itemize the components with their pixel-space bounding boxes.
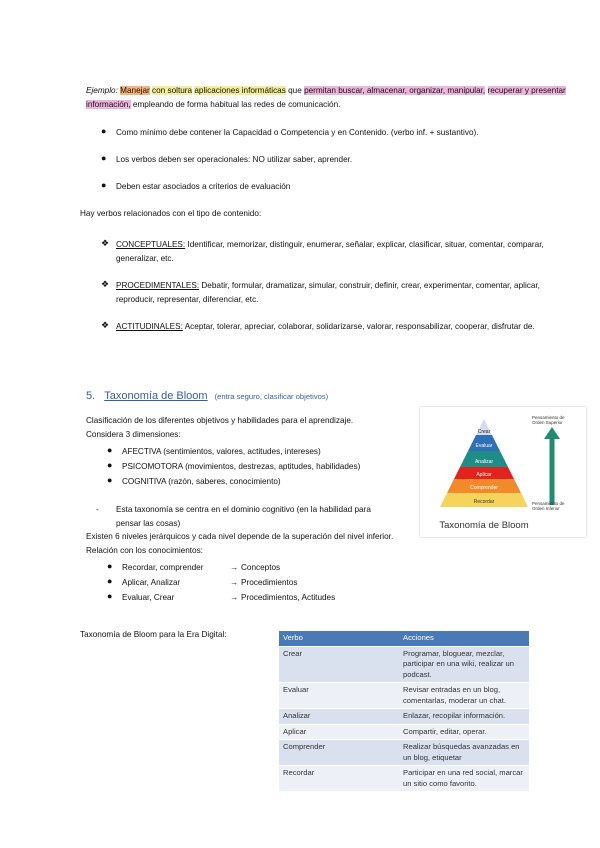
example-purpose-2: recuperar y presentar información, bbox=[86, 86, 566, 109]
verbs-intro: Hay verbos relacionados con el tipo de contenido: bbox=[80, 209, 262, 218]
example-paragraph bbox=[86, 84, 566, 112]
table-cell-actions: Compartir, editar, operar. bbox=[399, 724, 529, 740]
relation-verbs: Aplicar, Analizar bbox=[122, 578, 181, 587]
bloom-figure bbox=[420, 407, 586, 537]
lower-order-label: Pensamiento de bbox=[532, 501, 565, 506]
bullet-dot: ● bbox=[101, 180, 107, 190]
bullet-item: Como mínimo debe contener la Capacidad o Competencia y en Contenido. (verbo inf. + sustantivo). bbox=[116, 128, 479, 137]
table-cell-verb: Recordar bbox=[279, 766, 399, 792]
pyramid-label: Comprender bbox=[470, 485, 498, 491]
dimension-item: COGNITIVA (razón, saberes, conocimiento) bbox=[122, 477, 281, 486]
verb-type-title: PROCEDIMENTALES: bbox=[116, 281, 200, 290]
example-content: aplicaciones informáticas bbox=[194, 86, 286, 95]
table-cell-verb: Analizar bbox=[279, 709, 399, 725]
relation-target: Procedimientos bbox=[241, 578, 298, 587]
cognitive-note bbox=[116, 503, 396, 531]
table-cell-verb: Crear bbox=[279, 646, 399, 683]
dash-bullet: - bbox=[96, 505, 99, 514]
verb-type-line2: aplicar, reproducir, representar, diferenciar, etc. bbox=[116, 281, 540, 304]
bullet-item: Los verbos deben ser operacionales: NO utilizar saber, aprender. bbox=[116, 155, 353, 164]
example-context: empleando de forma habitual las redes de comunicación. bbox=[132, 100, 341, 109]
table-header-acciones: Acciones bbox=[399, 631, 529, 646]
relation-arrow: → bbox=[230, 578, 239, 587]
verb-type-attitudinal bbox=[116, 320, 570, 334]
relation-arrow: → bbox=[230, 593, 239, 602]
pyramid-label: Recordar bbox=[473, 499, 495, 505]
pyramid-label: Aplicar bbox=[476, 472, 492, 478]
higher-order-label: Pensamiento de bbox=[532, 415, 565, 420]
verb-type-line2: de. bbox=[523, 322, 535, 331]
pyramid-label: Analizar bbox=[474, 459, 494, 465]
diamond-bullet: ❖ bbox=[101, 279, 110, 289]
table-cell-actions: Realizar búsquedas avanzadas en un blog, etiquetar bbox=[399, 740, 529, 766]
relation-target: Conceptos bbox=[241, 563, 281, 572]
levels-note bbox=[86, 530, 396, 558]
verb-type-procedural bbox=[116, 279, 570, 307]
dimension-item: AFECTIVA (sentimientos, valores, actitudes, intereses) bbox=[122, 447, 321, 456]
levels-note-line2: inferior. Relación con los conocimientos: bbox=[86, 532, 394, 555]
table-cell-actions: Participar en una red social, marcar un sitio como favorito. bbox=[399, 766, 529, 792]
verb-type-title: CONCEPTUALES: bbox=[116, 240, 186, 249]
dimension-item: PSICOMOTORA (movimientos, destrezas, aptitudes, habilidades) bbox=[122, 462, 361, 471]
classification-line1: Clasificación de los diferentes objetivos y habilidades para el aprendizaje. bbox=[86, 416, 354, 425]
table-cell-actions: Revisar entradas en un blog, comentarlas, moderar un chat. bbox=[399, 683, 529, 709]
cognitive-note-line2: pensar las cosas) bbox=[116, 519, 181, 528]
bullet-dot: ● bbox=[107, 576, 113, 586]
bloom-pyramid-svg bbox=[420, 407, 586, 537]
section-number: 5. bbox=[86, 390, 96, 402]
bullet-dot: ● bbox=[107, 475, 113, 485]
verb-type-line1: Identificar, memorizar, distinguir, enumerar, señalar, explicar, clasificar, situar, comentar, bbox=[187, 240, 506, 249]
pyramid-label: Evaluar bbox=[475, 443, 493, 449]
table-cell-verb: Evaluar bbox=[279, 683, 399, 709]
relation-target: Procedimientos, Actitudes bbox=[241, 593, 336, 602]
table-row bbox=[279, 740, 529, 766]
cognitive-note-line1: Esta taxonomía se centra en el dominio cognitivo (en la habilidad para bbox=[116, 505, 371, 514]
relation-arrow: → bbox=[230, 563, 239, 572]
verb-type-line1: Aceptar, tolerar, apreciar, colaborar, solidarizarse, valorar, responsabilizar, cooperar, disfrutar bbox=[184, 322, 522, 331]
higher-order-label: Orden Superior bbox=[532, 420, 563, 425]
section-heading bbox=[86, 390, 328, 402]
table-header-row bbox=[279, 631, 529, 646]
bullet-dot: ● bbox=[101, 153, 107, 163]
lower-order-label: Orden Inferior bbox=[532, 506, 560, 511]
verb-type-title: ACTITUDINALES: bbox=[116, 322, 183, 331]
bullet-dot: ● bbox=[101, 126, 107, 136]
example-condition: con soltura bbox=[152, 86, 193, 95]
example-label: Ejemplo: bbox=[86, 86, 118, 95]
verb-type-line2: comparar, generalizar, etc. bbox=[116, 240, 544, 263]
bullet-dot: ● bbox=[107, 561, 113, 571]
diamond-bullet: ❖ bbox=[101, 320, 110, 330]
table-row bbox=[279, 766, 529, 792]
table-cell-verb: Aplicar bbox=[279, 724, 399, 740]
section-note: (entra seguro, clasificar objetivos) bbox=[214, 392, 329, 401]
verb-type-line1: Debatir, formular, dramatizar, simular, construir, definir, crear, experimentar, comentar, bbox=[201, 281, 512, 290]
table-row bbox=[279, 724, 529, 740]
section-title: Taxonomía de Bloom bbox=[104, 390, 208, 402]
bullet-dot: ● bbox=[107, 591, 113, 601]
example-verb: Manejar bbox=[120, 86, 150, 95]
table-header-verbo: Verbo bbox=[279, 631, 399, 646]
diamond-bullet: ❖ bbox=[101, 238, 110, 248]
example-que: que bbox=[288, 86, 302, 95]
table-row bbox=[279, 709, 529, 725]
table-row bbox=[279, 646, 529, 683]
bullet-dot: ● bbox=[107, 460, 113, 470]
levels-note-line1: Existen 6 niveles jerárquicos y cada nivel depende de la superación del nivel bbox=[86, 532, 365, 541]
table-cell-actions: Enlazar, recopilar información. bbox=[399, 709, 529, 725]
digital-title: Taxonomía de Bloom para la Era Digital: bbox=[80, 630, 227, 639]
bullet-item: Deben estar asociados a criterios de evaluación bbox=[116, 182, 291, 191]
higher-order-arrow-head bbox=[544, 427, 560, 439]
pyramid-caption: Taxonomía de Bloom bbox=[439, 520, 529, 531]
table-cell-actions: Programar, bloguear, mezclar, participar en una wiki, realizar un podcast. bbox=[399, 646, 529, 683]
relation-verbs: Recordar, comprender bbox=[122, 563, 204, 572]
table-row bbox=[279, 683, 529, 709]
bullet-dot: ● bbox=[107, 445, 113, 455]
classification-line2: Considera 3 dimensiones: bbox=[86, 430, 181, 439]
relation-verbs: Evaluar, Crear bbox=[122, 593, 175, 602]
pyramid-label: Crear bbox=[477, 429, 491, 435]
table-cell-verb: Comprender bbox=[279, 740, 399, 766]
digital-table bbox=[279, 631, 529, 792]
example-purpose-1: permitan buscar, almacenar, organizar, manipular, bbox=[304, 86, 486, 95]
verb-type-conceptual bbox=[116, 238, 570, 266]
